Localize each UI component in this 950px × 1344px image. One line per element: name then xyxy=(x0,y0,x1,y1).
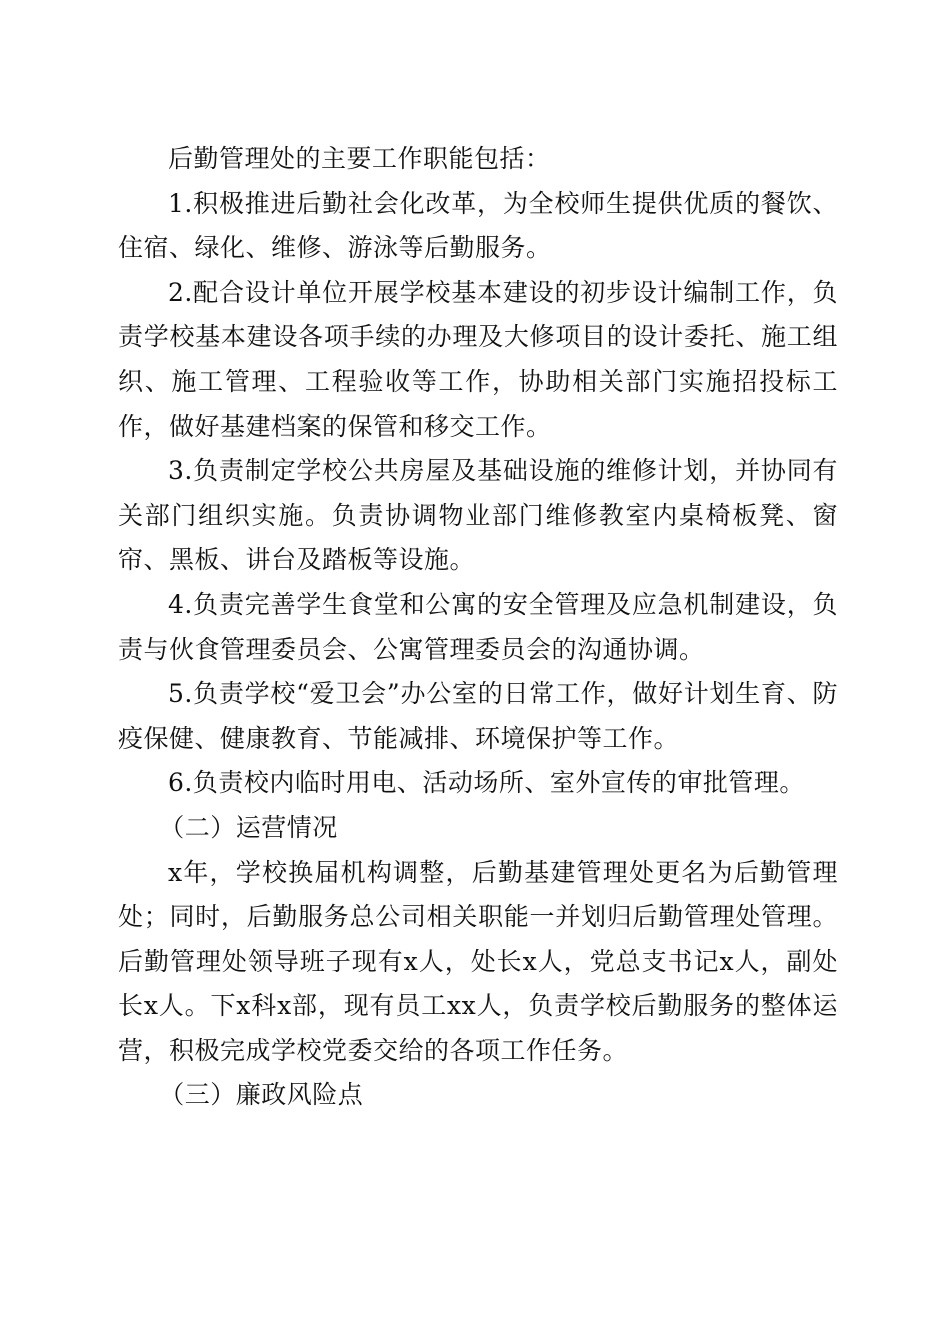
duty-item-6: 6.负责校内临时用电、活动场所、室外宣传的审批管理。 xyxy=(168,768,805,798)
duty-item-5: 5.负责学校“爱卫会”办公室的日常工作，做好计划生育、防疫保健、健康教育、节能减排、环境保护等工作。 xyxy=(118,679,838,753)
duty-item-2: 2.配合设计单位开展学校基本建设的初步设计编制工作，负责学校基本建设各项手续的办理及大修项目的设计委托、施工组织、施工管理、工程验收等工作，协助相关部门实施招投标工作，做好基建档案的保管和移交工作。 xyxy=(118,277,838,441)
duty-item-1: 1.积极推进后勤社会化改革，为全校师生提供优质的餐饮、住宿、绿化、维修、游泳等后勤服务。 xyxy=(118,188,838,263)
section-heading-integrity-risks: （三）廉政风险点 xyxy=(159,1080,364,1110)
intro-paragraph: 后勤管理处的主要工作职能包括： xyxy=(168,144,551,173)
section-heading-operations: （二）运营情况 xyxy=(159,812,338,842)
operations-paragraph: x年，学校换届机构调整，后勤基建管理处更名为后勤管理处；同时，后勤服务总公司相关职能一并划归后勤管理处管理。后勤管理处领导班子现有x人，处长x人，党总支书记x人，副处长x人。下x科x部，现有员工xx人，负责学校后勤服务的整体运营，积极完成学校党委交给的各项工作任务。 xyxy=(118,857,838,1065)
duty-item-4: 4.负责完善学生食堂和公寓的安全管理及应急机制建设，负责与伙食管理委员会、公寓管理委员会的沟通协调。 xyxy=(118,589,838,664)
document-body xyxy=(118,137,838,1118)
duty-item-3: 3.负责制定学校公共房屋及基础设施的维修计划，并协同有关部门组织实施。负责协调物业部门维修教室内桌椅板凳、窗帘、黑板、讲台及踏板等设施。 xyxy=(118,456,838,575)
